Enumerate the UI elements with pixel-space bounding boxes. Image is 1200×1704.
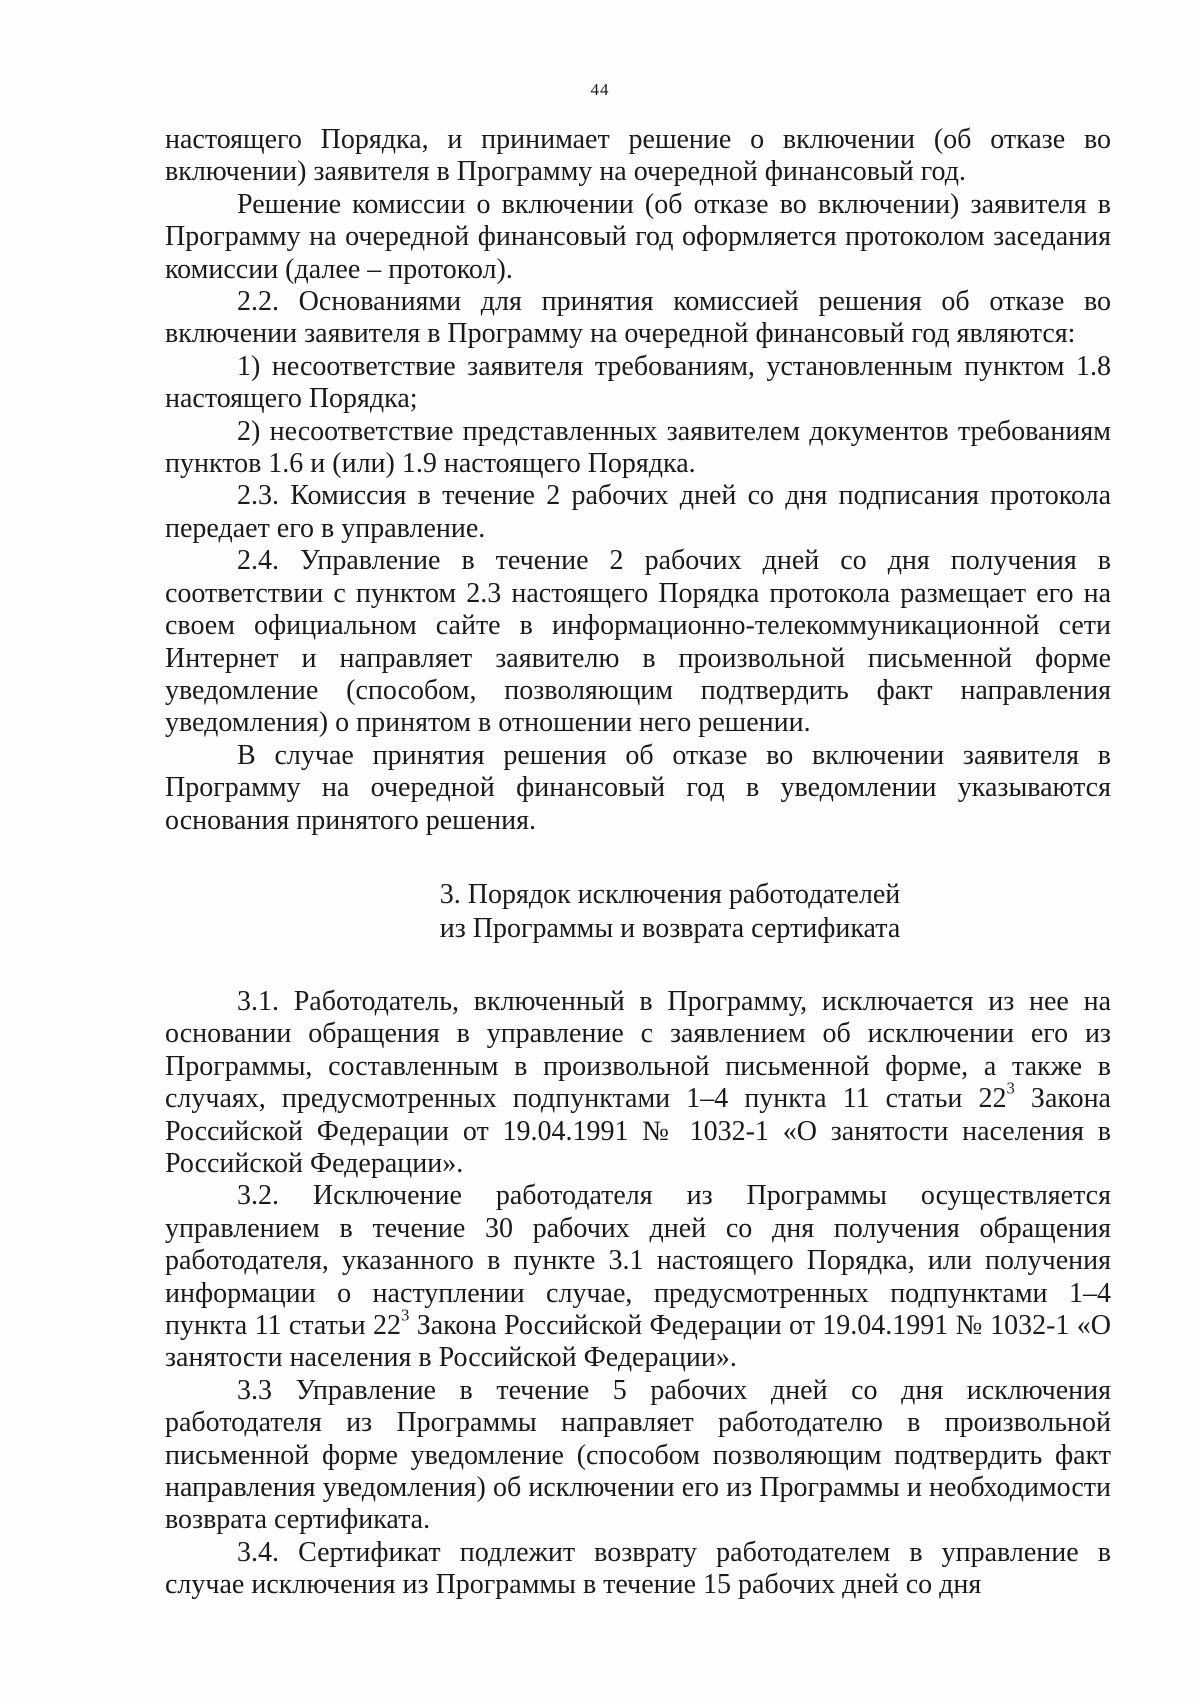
superscript: 3 <box>1006 1078 1015 1098</box>
list-item-1: 1) несоответствие заявителя требованиям, установленным пунктом 1.8 настоящего Порядка; <box>165 350 1111 415</box>
paragraph-continuation: настоящего Порядка, и принимает решение о включении (об отказе во включении) заявителя в Программу на очередной финансовый год. <box>165 124 1111 188</box>
page-number: 44 <box>590 80 610 99</box>
paragraph-3-3: 3.3 Управление в течение 5 рабочих дней со дня исключения работодателя из Программы направляет работодателю в произвольной письменной форме уведомление (способом позволяющим подтвердить факт направления уведомления) об исключении его из Программы и необходимости возврата сертификата. <box>165 1374 1111 1536</box>
paragraph-2-4: 2.4. Управление в течение 2 рабочих дней со дня получения в соответствии с пунктом 2.3 настоящего Порядка протокола размещает его на своем официальном сайте в информационно-телекоммуникационной сети Интернет и направляет заявителю в произвольной письменной форме уведомление (способом, позволяющим подтвердить факт направления уведомления) о принятом в отношении него решении. <box>165 545 1111 739</box>
paragraph-3-2-text: 3.2. Исключение работодателя из Программы осуществляется управлением в течение 30 рабочих дней со дня получения обращения работодателя, указанного в пункте 3.1 настоящего Порядка, или получения информации о наступлении случае, предусмотренных подпунктами 1–4 пункта 11 статьи 22 <box>165 1180 1111 1341</box>
section-3-heading-line-1: 3. Порядок исключения работодателей <box>439 878 901 910</box>
document-body <box>165 124 1111 1602</box>
paragraph-2-2: 2.2. Основаниями для принятия комиссией решения об отказе во включении заявителя в Программу на очередной финансовый год являются: <box>165 286 1111 350</box>
paragraph-3-1-text: 3.1. Работодатель, включенный в Программу, исключается из нее на основании обращения в управление с заявлением об исключении его из Программы, составленным в произвольной письменной форме, а также в случаях, предусмотренных подпунктами 1–4 пункта 11 статьи 22 <box>165 985 1111 1115</box>
paragraph-refusal-case: В случае принятия решения об отказе во включении заявителя в Программу на очередной финансовый год в уведомлении указываются основания принятого решения. <box>165 739 1111 836</box>
paragraph-3-1-text-end: Закона Российской Федерации от 19.04.1991 № 1032-1 «О занятости населения в Российской Федерации». <box>165 1083 1111 1179</box>
superscript: 3 <box>400 1305 410 1325</box>
list-item-2: 2) несоответствие представленных заявителем документов требованиям пунктов 1.6 и (или) 1.9 настоящего Порядка. <box>165 415 1111 480</box>
paragraph-2-3: 2.3. Комиссия в течение 2 рабочих дней со дня подписания протокола передает его в управление. <box>165 480 1111 544</box>
section-3-heading <box>165 878 1111 946</box>
paragraph-3-2 <box>165 1180 1111 1374</box>
paragraph-3-2-text-end: Закона Российской Федерации от 19.04.1991 № 1032-1 «О занятости населения в Российской Федерации». <box>165 1310 1111 1374</box>
paragraph-commission-decision: Решение комиссии о включении (об отказе во включении) заявителя в Программу на очередной финансовый год оформляется протоколом заседания комиссии (далее – протокол). <box>165 188 1111 285</box>
paragraph-3-4: 3.4. Сертификат подлежит возврату работодателем в управление в случае исключения из Программы в течение 15 рабочих дней со дня <box>165 1536 1111 1601</box>
paragraph-3-1 <box>165 986 1111 1180</box>
section-3-heading-line-2: из Программы и возврата сертификата <box>439 912 901 944</box>
